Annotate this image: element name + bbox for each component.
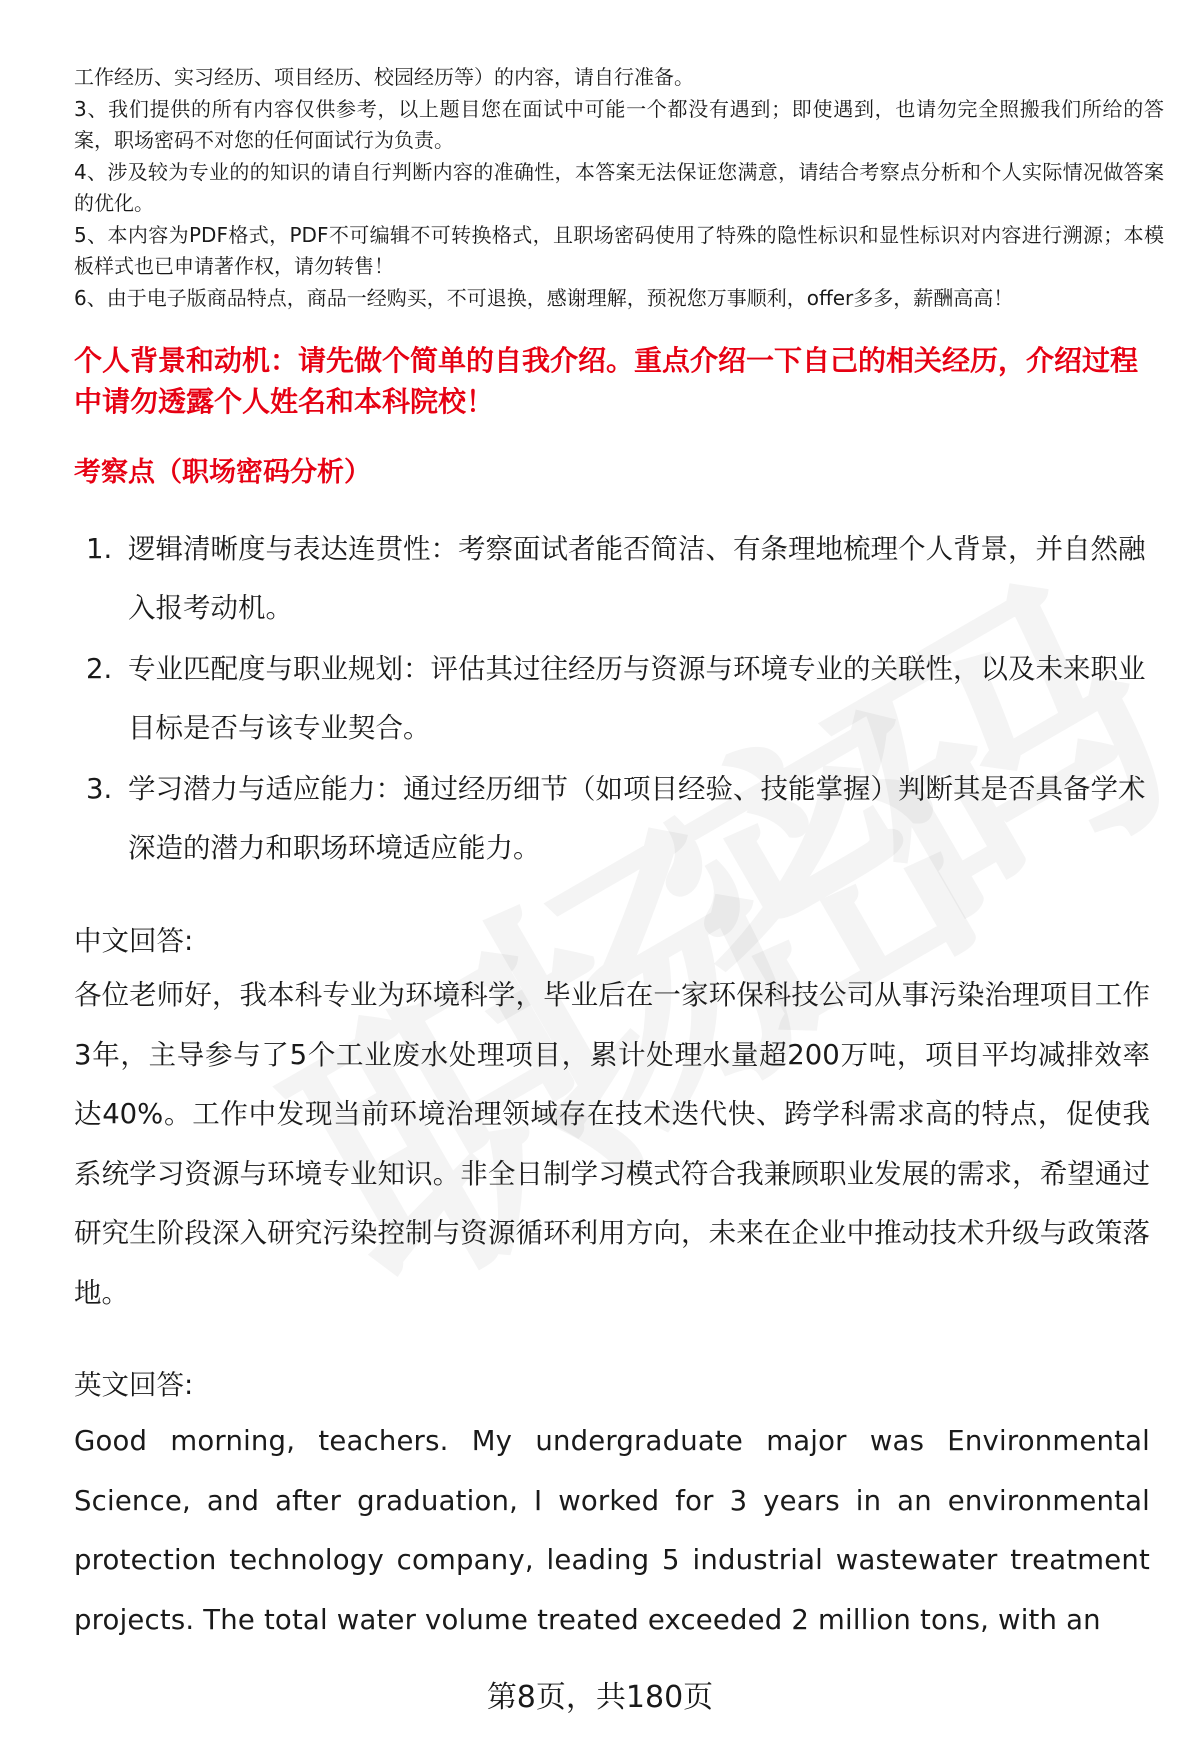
- analysis-section-title: 考察点（职场密码分析）: [74, 457, 371, 488]
- question-heading: 个人背景和动机：请先做个简单的自我介绍。重点介绍一下自己的相关经历，介绍过程中请勿透露个人姓名和本科院校！: [74, 344, 1139, 418]
- analysis-point: [74, 520, 1150, 638]
- note-line: 工作经历、实习经历、项目经历、校园经历等）的内容，请自行准备。: [74, 65, 694, 89]
- point-text: 学习潜力与适应能力：通过经历细节（如项目经验、技能掌握）判断其是否具备学术深造的潜力和职场环境适应能力。: [128, 773, 1146, 864]
- note-line: 6、由于电子版商品特点，商品一经购买，不可退换，感谢理解，预祝您万事顺利，offer多多，薪酬高高！: [74, 285, 1014, 310]
- note-line: 4、涉及较为专业的的知识的请自行判断内容的准确性，本答案无法保证您满意，请结合考察点分析和个人实际情况做答案的优化。: [74, 159, 1164, 215]
- analysis-points-list: [74, 520, 1150, 880]
- note-line: 5、本内容为PDF格式，PDF不可编辑不可转换格式，且职场密码使用了特殊的隐性标识和显性标识对内容进行溯源；本模板样式也已申请著作权，请勿转售！: [74, 222, 1164, 278]
- note-line: 3、我们提供的所有内容仅供参考，以上题目您在面试中可能一个都没有遇到；即使遇到，也请勿完全照搬我们所给的答案，职场密码不对您的任何面试行为负责。: [74, 96, 1164, 152]
- point-number: 3.: [86, 773, 113, 805]
- point-text: 逻辑清晰度与表达连贯性：考察面试者能否简洁、有条理地梳理个人背景，并自然融入报考动机。: [128, 533, 1146, 624]
- page-number-footer: 第8页，共180页: [486, 1680, 714, 1715]
- analysis-point: [74, 760, 1150, 878]
- english-answer-label: 英文回答:: [74, 1369, 194, 1401]
- notes-block: [74, 62, 1164, 314]
- chinese-answer-text: 各位老师好，我本科专业为环境科学，毕业后在一家环保科技公司从事污染治理项目工作3年，主导参与了5个工业废水处理项目，累计处理水量超200万吨，项目平均减排效率达40%。工作中发现当前环境治理领域存在技术迭代快、跨学科需求高的特点，促使我系统学习资源与环境专业知识。非全日制学习模式符合我兼顾职业发展的需求，希望通过研究生阶段深入研究污染控制与资源循环利用方向，未来在企业中推动技术升级与政策落地。: [74, 979, 1150, 1309]
- analysis-point: [74, 640, 1150, 758]
- point-number: 2.: [86, 653, 113, 685]
- english-answer-text: Good morning, teachers. My undergraduate major was Environmental Science, and after graduation, I worked for 3 years in an environmental protection technology company, leading 5 industrial wastewater treatment projects. The total water volume treated exceeded 2 million tons, with an: [74, 1425, 1150, 1636]
- point-number: 1.: [86, 533, 113, 565]
- chinese-answer-label: 中文回答:: [74, 925, 194, 957]
- point-text: 专业匹配度与职业规划：评估其过往经历与资源与环境专业的关联性，以及未来职业目标是否与该专业契合。: [128, 653, 1146, 744]
